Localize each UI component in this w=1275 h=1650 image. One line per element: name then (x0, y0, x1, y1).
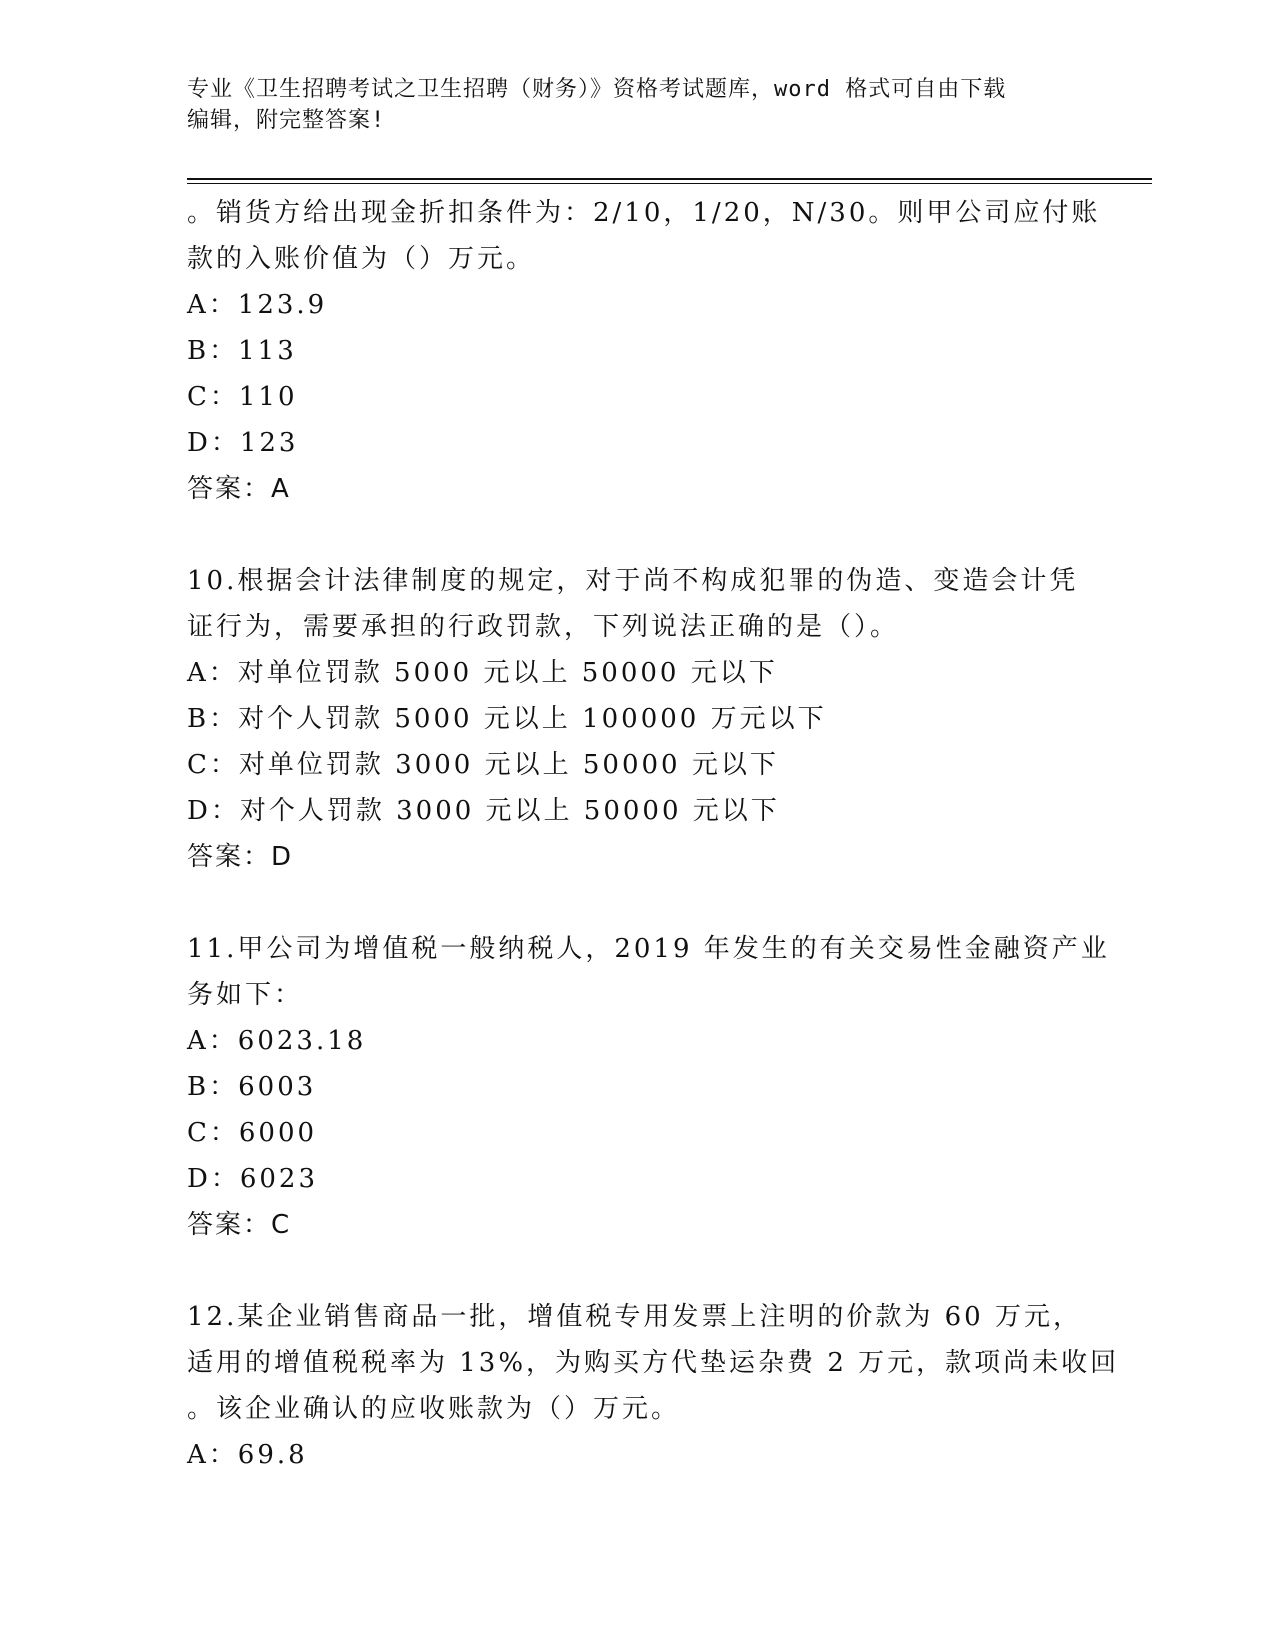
question-11 (187, 926, 1110, 1248)
question-12 (187, 1294, 1120, 1478)
question-stem-line: 款的入账价值为（）万元。 (187, 244, 536, 274)
question-9 (187, 190, 1101, 512)
question-stem-line: 10.根据会计法律制度的规定，对于尚不构成犯罪的伪造、变造会计凭 (187, 566, 1079, 596)
option-a: A：6023.18 (187, 1026, 367, 1056)
question-10 (187, 558, 1087, 880)
header-line-2: 编辑，附完整答案! (187, 108, 386, 133)
option-b: B：对个人罚款 5000 元以上 100000 万元以下 (187, 704, 827, 734)
spacer (187, 512, 1087, 558)
option-b: B：113 (187, 336, 297, 366)
option-d: D：123 (187, 428, 299, 458)
question-stem-line: 适用的增值税税率为 13%，为购买方代垫运杂费 2 万元，款项尚未收回 (187, 1348, 1120, 1378)
option-c: C：6000 (187, 1118, 318, 1148)
question-stem-line: 务如下： (187, 980, 304, 1010)
spacer (187, 1248, 1087, 1294)
header-line-1: 专业《卫生招聘考试之卫生招聘（财务）》资格考试题库，word 格式可自由下载 (187, 77, 1007, 102)
spacer (187, 880, 1087, 926)
question-stem-line: 。该企业确认的应收账款为（）万元。 (187, 1394, 681, 1424)
question-stem-line: 12.某企业销售商品一批，增值税专用发票上注明的价款为 60 万元， (187, 1302, 1082, 1332)
question-stem-line: 证行为，需要承担的行政罚款，下列说法正确的是（）。 (187, 612, 900, 642)
option-d: D：对个人罚款 3000 元以上 50000 元以下 (187, 796, 780, 826)
option-a: A：69.8 (187, 1440, 308, 1470)
question-stem-line: 。销货方给出现金折扣条件为：2/10，1/20，N/30。则甲公司应付账 (187, 198, 1101, 228)
document-header (187, 74, 1067, 136)
answer-line: 答案：A (187, 474, 291, 504)
header-rule-thin (187, 183, 1152, 184)
question-list (187, 190, 1120, 1478)
option-b: B：6003 (187, 1072, 317, 1102)
option-a: A：对单位罚款 5000 元以上 50000 元以下 (187, 658, 778, 688)
option-c: C：110 (187, 382, 298, 412)
option-d: D：6023 (187, 1164, 319, 1194)
answer-line: 答案：D (187, 842, 294, 872)
question-stem-line: 11.甲公司为增值税一般纳税人，2019 年发生的有关交易性金融资产业 (187, 934, 1110, 964)
option-c: C：对单位罚款 3000 元以上 50000 元以下 (187, 750, 779, 780)
answer-line: 答案：C (187, 1210, 292, 1240)
option-a: A：123.9 (187, 290, 328, 320)
header-rule-thick (187, 178, 1152, 180)
